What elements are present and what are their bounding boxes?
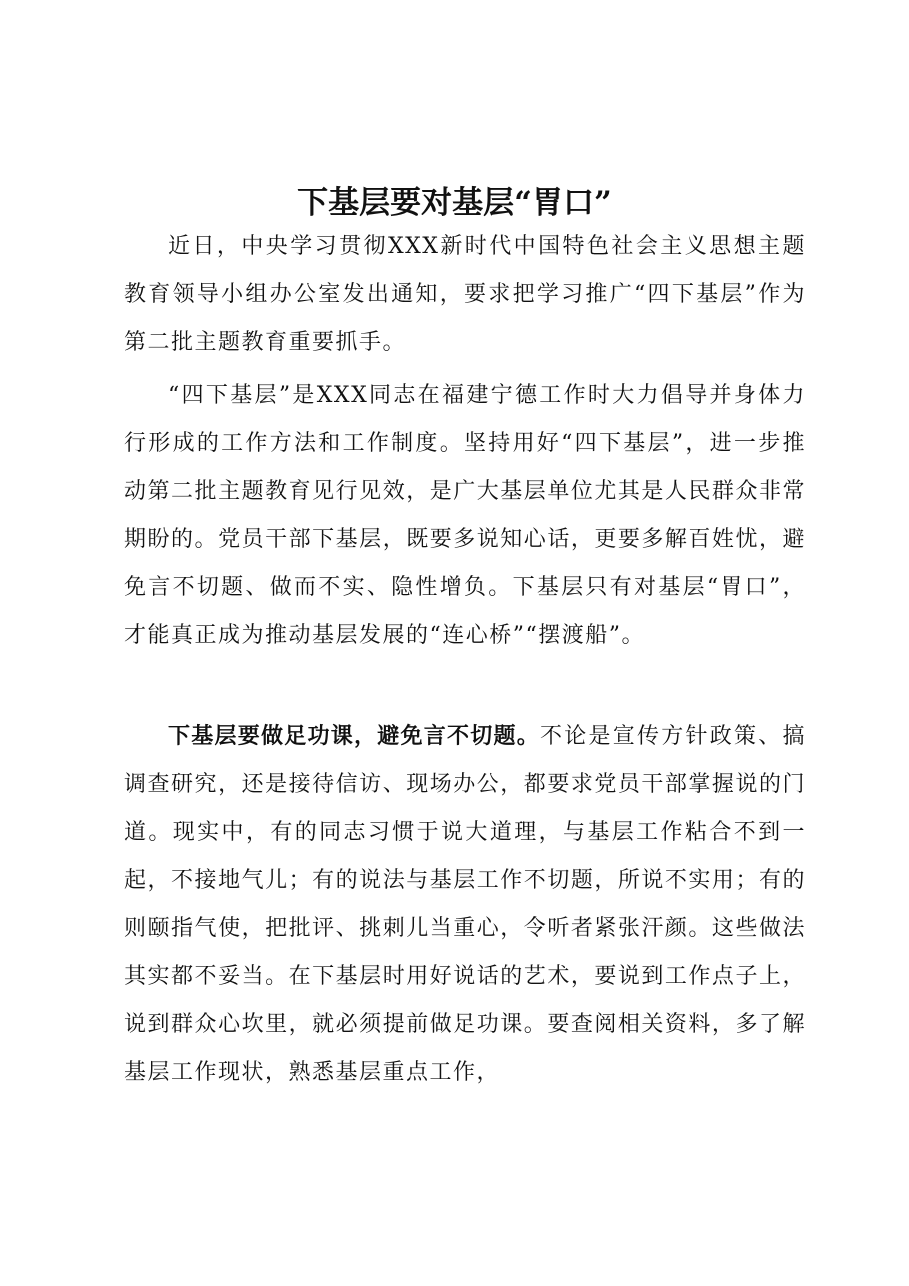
paragraph-2 [124, 372, 806, 708]
paragraph-1 [124, 223, 806, 367]
document-body [124, 223, 806, 1097]
paragraph-3 [124, 713, 806, 1097]
document-title: 下基层要对基层“胃口” [297, 184, 612, 221]
paragraph-2-text: “四下基层”是XXX同志在福建宁德工作时大力倡导并身体力行形成的工作方法和工作制度。坚持用好“四下基层”，进一步推动第二批主题教育见行见效，是广大基层单位尤其是人民群众非常期盼的。党员干部下基层，既要多说知心话，更要多解百姓忧，避免言不切题、做而不实、隐性增负。下基层只有对基层“胃口”，才能真正成为推动基层发展的“连心桥”“摆渡船”。 [124, 383, 806, 648]
paragraph-3-text: 不论是宣传方针政策、搞调查研究，还是接待信访、现场办公，都要求党员干部掌握说的门道。现实中，有的同志习惯于说大道理，与基层工作粘合不到一起，不接地气儿；有的说法与基层工作不切题，所说不实用；有的则颐指气使，把批评、挑刺儿当重心，令听者紧张汗颜。这些做法其实都不妥当。在下基层时用好说话的艺术，要说到工作点子上，说到群众心坎里，就必须提前做足功课。要查阅相关资料，多了解基层工作现状，熟悉基层重点工作， [124, 724, 806, 1085]
paragraph-1-text: 近日，中央学习贯彻XXX新时代中国特色社会主义思想主题教育领导小组办公室发出通知，要求把学习推广“四下基层”作为第二批主题教育重要抓手。 [124, 234, 806, 355]
paragraph-3-lead: 下基层要做足功课，避免言不切题。 [168, 724, 540, 749]
